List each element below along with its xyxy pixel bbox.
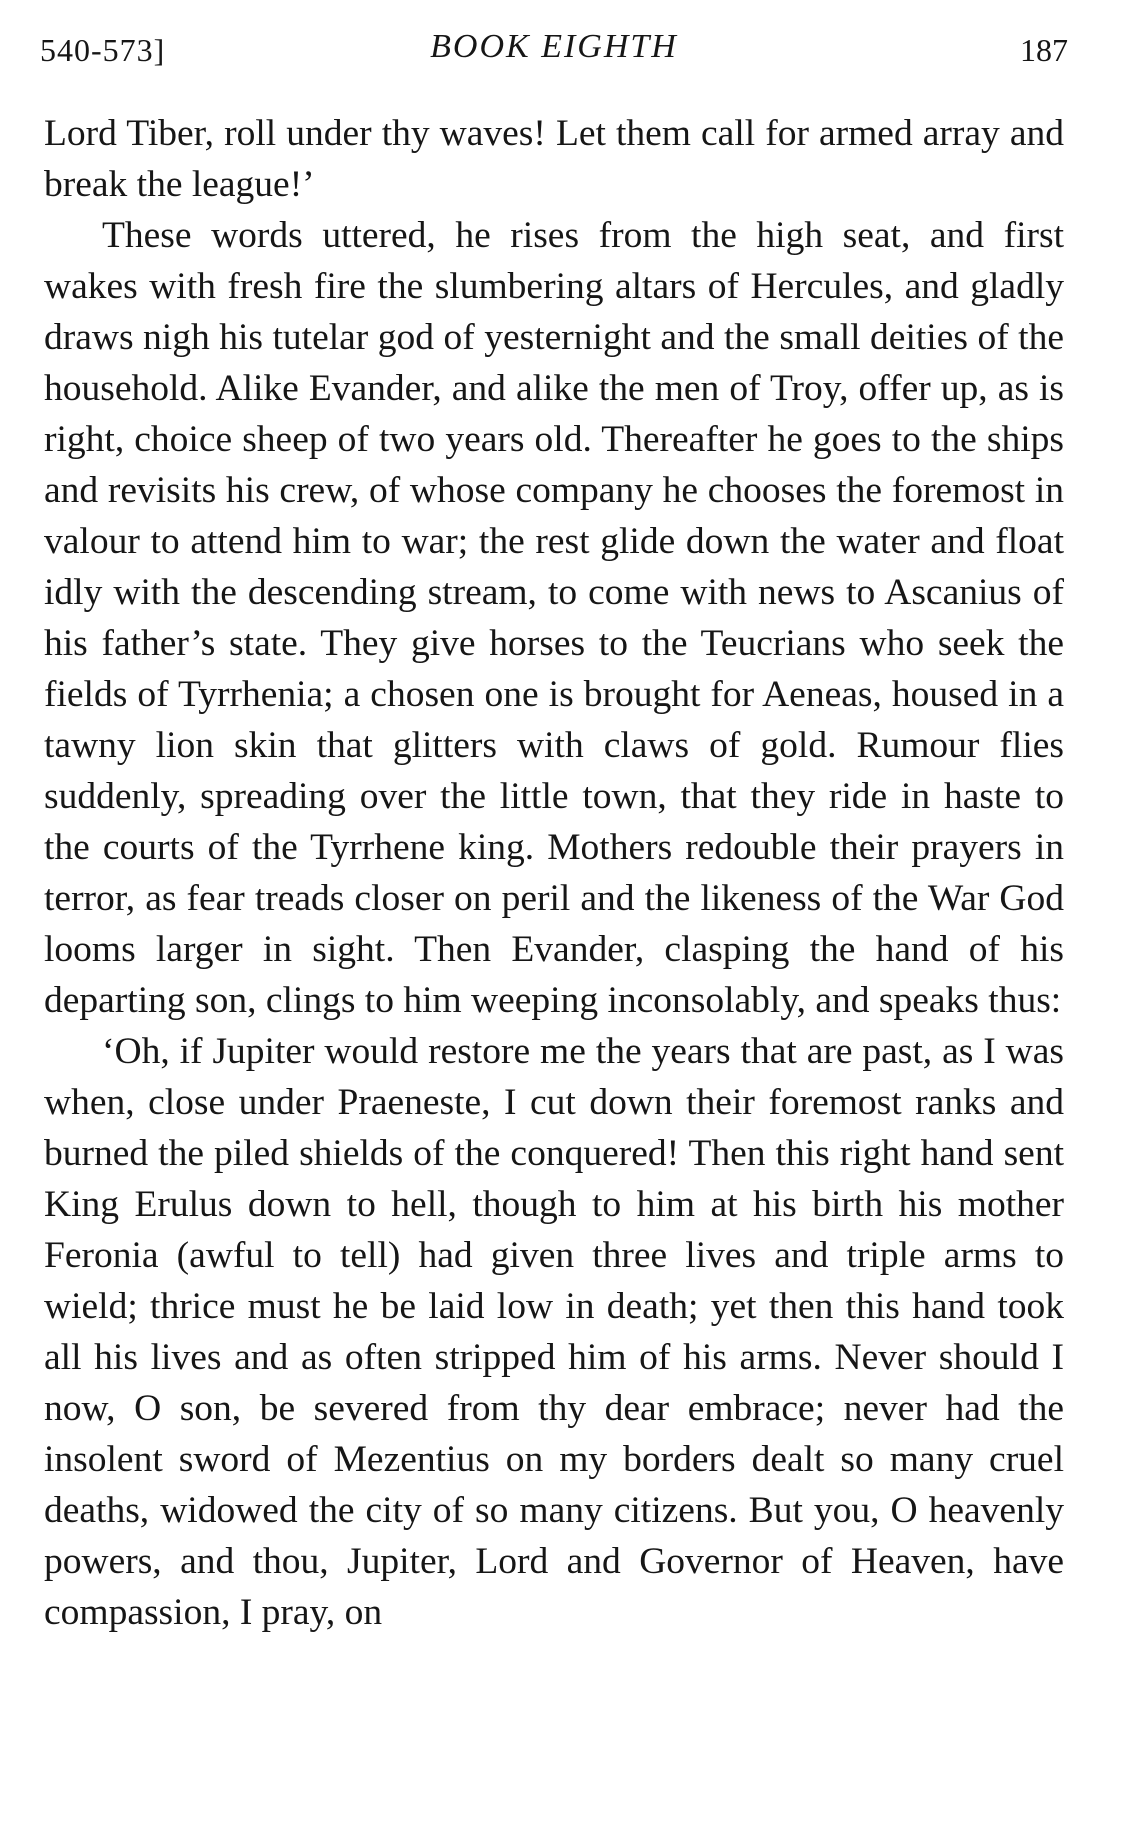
paragraph: These words uttered, he rises from the high seat, and first wakes with fresh fire the slumbering altars of Hercules, and gladly draws nigh his tutelar god of yesternight and the small deities of the household. Alike Evander, and alike the men of Troy, offer up, as is right, choice sheep of two years old. Thereafter he goes to the ships and revisits his crew, of whose company he chooses the foremost in valour to attend him to war; the rest glide down the water and float idly with the descending stream, to come with news to Ascanius of his father’s state. They give horses to the Teucrians who seek the fields of Tyrrhenia; a chosen one is brought for Aeneas, housed in a tawny lion skin that glitters with claws of gold. Rumour flies suddenly, spreading over the little town, that they ride in haste to the courts of the Tyrrhene king. Mothers redouble their prayers in terror, as fear treads closer on peril and the likeness of the War God looms larger in sight. Then Evander, clasping the hand of his departing son, clings to him weeping inconsolably, and speaks thus: <box>44 215 1064 1021</box>
running-header <box>40 26 1068 76</box>
paragraph: Lord Tiber, roll under thy waves! Let them call for armed array and break the league!’ <box>44 113 1064 205</box>
page-number: 187 <box>1020 32 1068 68</box>
line-range: 540-573] <box>40 32 166 68</box>
paragraph: ‘Oh, if Jupiter would restore me the years that are past, as I was when, close under Praeneste, I cut down their foremost ranks and burned the piled shields of the conquered! Then this right hand sent King Erulus down to hell, though to him at his birth his mother Feronia (awful to tell) had given three lives and triple arms to wield; thrice must he be laid low in death; yet then this hand took all his lives and as often stripped him of his arms. Never should I now, O son, be severed from thy dear embrace; never had the insolent sword of Mezentius on my borders dealt so many cruel deaths, widowed the city of so many citizens. But you, O heavenly powers, and thou, Jupiter, Lord and Governor of Heaven, have compassion, I pray, on <box>44 1031 1064 1633</box>
book-title: BOOK EIGHTH <box>430 28 678 65</box>
body-text <box>44 108 1064 1638</box>
